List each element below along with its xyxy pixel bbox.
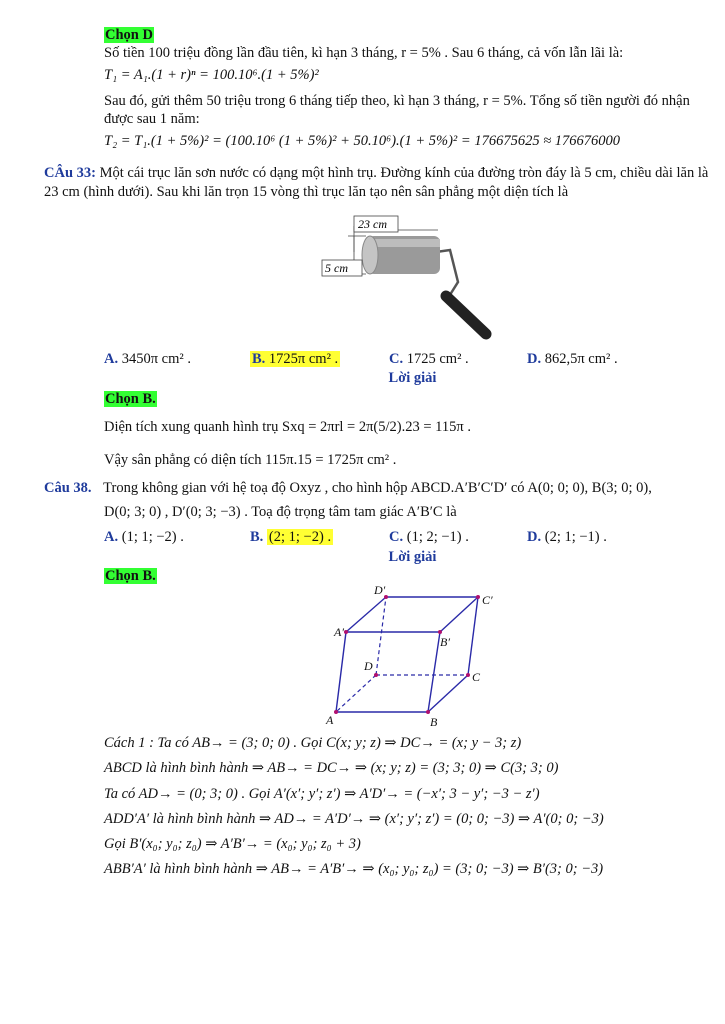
vertex-label: B <box>430 715 438 729</box>
formula-line: T₂ = T₁.(1 + 5%)² = (100.10⁶ (1 + 5%)² + 50.10⁶).(1 + 5%)² = 176675625 ≈ 176676000 <box>104 133 621 149</box>
option-b[interactable]: B. (2; 1; −2) . <box>250 529 332 545</box>
parallelepiped-figure <box>320 580 510 730</box>
option-b[interactable]: B. 1725π cm² . <box>252 351 339 367</box>
vertex-label: D <box>364 659 373 673</box>
text-line: được sau 1 năm: <box>104 111 200 127</box>
option-a[interactable]: A. 3450π cm² . <box>104 351 191 367</box>
answer-label: Chọn D <box>105 27 153 43</box>
question-text: Trong không gian với hệ toạ độ Oxyz , cho hình hộp ABCD.A′B′C′D′ có A(0; 0; 0), B(3; 0; 0), <box>103 480 652 496</box>
formula-line: T₁ = A₁.(1 + r)ⁿ = 100.10⁶.(1 + 5%)² <box>104 67 319 83</box>
answer-label: Chọn B. <box>105 568 156 584</box>
option-d[interactable]: D. 862,5π cm² . <box>527 351 618 367</box>
solution-line: Vậy sân phẳng có diện tích 115π.15 = 1725π cm² . <box>104 452 397 468</box>
question-text: 23 cm (hình dưới). Sau khi lăn trọn 15 vòng thì trục lăn tạo nên sân phẳng một diện tích là <box>44 184 569 200</box>
solution-line: Diện tích xung quanh hình trụ Sxq = 2πrl = 2π(5/2).23 = 115π . <box>104 419 471 435</box>
text-line: Sau đó, gửi thêm 50 triệu trong 6 tháng tiếp theo, kì hạn 3 tháng, r = 5%. Tổng số tiền người đó nhận <box>104 93 690 109</box>
option-c[interactable]: C. 1725 cm² . <box>389 351 469 367</box>
option-a[interactable]: A. (1; 1; −2) . <box>104 529 184 545</box>
vertex-label: B′ <box>440 635 450 649</box>
question-number: CÂu 33: <box>44 165 96 181</box>
text-line: Số tiền 100 triệu đồng lần đầu tiên, kì hạn 3 tháng, r = 5% . Sau 6 tháng, cả vốn lẫn lãi là: <box>104 45 624 61</box>
solution-title: Lời giải <box>388 549 437 565</box>
answer-label: Chọn B. <box>105 391 156 407</box>
solution-line: Cách 1 : Ta có AB→ = (3; 0; 0) . Gọi C(x; y; z) ⇒ DC→ = (x; y − 3; z) <box>104 735 522 751</box>
vertex-label: A′ <box>334 625 344 639</box>
option-d[interactable]: D. (2; 1; −1) . <box>527 529 607 545</box>
vertex-label: D′ <box>374 583 386 597</box>
handle-grip <box>446 296 486 334</box>
option-c[interactable]: C. (1; 2; −1) . <box>389 529 469 545</box>
solution-title: Lời giải <box>388 370 437 386</box>
question-text: Một cái trục lăn sơn nước có dạng một hình trụ. Đường kính của đường tròn đáy là 5 cm, chiều dài lăn là <box>99 165 709 181</box>
question-number: Câu 38. <box>44 480 92 496</box>
solution-line: ABB′A′ là hình bình hành ⇒ AB→ = A′B′→ ⇒ (x₀; y₀; z₀) = (3; 0; −3) ⇒ B′(3; 0; −3) <box>104 861 604 877</box>
solution-line: ABCD là hình bình hành ⇒ AB→ = DC→ ⇒ (x; y; z) = (3; 3; 0) ⇒ C(3; 3; 0) <box>104 760 559 776</box>
solution-line: Gọi B′(x₀; y₀; z₀) ⇒ A′B′→ = (x₀; y₀; z₀ + 3) <box>104 836 361 852</box>
roller-length-label: 23 cm <box>358 217 387 231</box>
vertex-label: A <box>326 713 334 727</box>
vertex-label: C <box>472 670 481 684</box>
solution-line: ADD′A′ là hình bình hành ⇒ AD→ = A′D′→ ⇒ (x′; y′; z′) = (0; 0; −3) ⇒ A′(0; 0; −3) <box>104 811 604 827</box>
roller-diameter-label: 5 cm <box>325 261 348 275</box>
solution-line: Ta có AD→ = (0; 3; 0) . Gọi A′(x′; y′; z′) ⇒ A′D′→ = (−x′; 3 − y′; −3 − z′) <box>104 786 540 802</box>
paint-roller-figure <box>318 212 498 342</box>
vertex-label: C′ <box>482 593 493 607</box>
question-text: D(0; 3; 0) , D′(0; 3; −3) . Toạ độ trọng tâm tam giác A′B′C là <box>104 504 457 520</box>
